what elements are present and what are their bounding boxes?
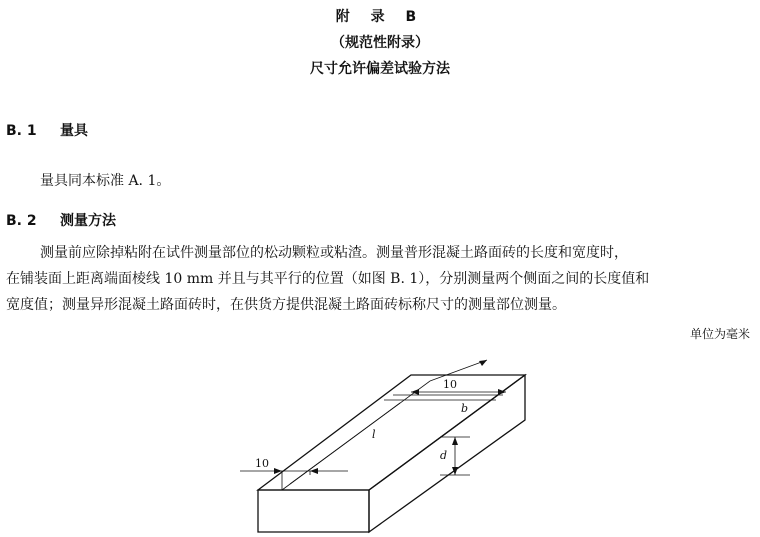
document-title: 尺寸允许偏差试验方法 (310, 61, 450, 77)
brick-front-face (258, 490, 369, 532)
section-heading-b1 (6, 120, 88, 140)
section-b1-text: 量具同本标准 A. 1。 (40, 173, 171, 189)
label-thickness-d: d (440, 449, 448, 462)
figure-paving-brick (0, 345, 760, 537)
label-offset-top: 10 (443, 378, 457, 391)
section-title: 量具 (60, 123, 88, 139)
dim-top-leader (430, 360, 487, 381)
section-number: B. 1 (6, 123, 37, 139)
dim-l-line (290, 403, 400, 484)
paragraph-line: 在铺装面上距离端面棱线 10 mm 并且与其平行的位置（如图 B. 1），分别测量两个侧面之间的长度值和 (6, 271, 650, 287)
label-length-l: l (372, 428, 376, 441)
section-heading-b2 (6, 210, 116, 230)
arrowhead (452, 437, 458, 445)
paragraph-line: 宽度值；测量异形混凝土路面砖时，在供货方提供混凝土路面砖标称尺寸的测量部位测量。 (6, 297, 566, 313)
paragraph-line: 测量前应除掉粘附在试件测量部位的松动颗粒或粘渣。测量普形混凝土路面砖的长度和宽度时， (40, 245, 628, 261)
section-b2-paragraph (6, 240, 758, 318)
arrowhead (479, 360, 487, 366)
section-number: B. 2 (6, 213, 37, 229)
appendix-type: （规范性附录） (331, 35, 429, 51)
unit-note: 单位为毫米 (689, 327, 750, 341)
label-offset-left: 10 (255, 457, 269, 470)
section-title: 测量方法 (60, 213, 116, 229)
label-width-b: b (461, 402, 469, 415)
appendix-title: 附 录 B (335, 9, 425, 25)
